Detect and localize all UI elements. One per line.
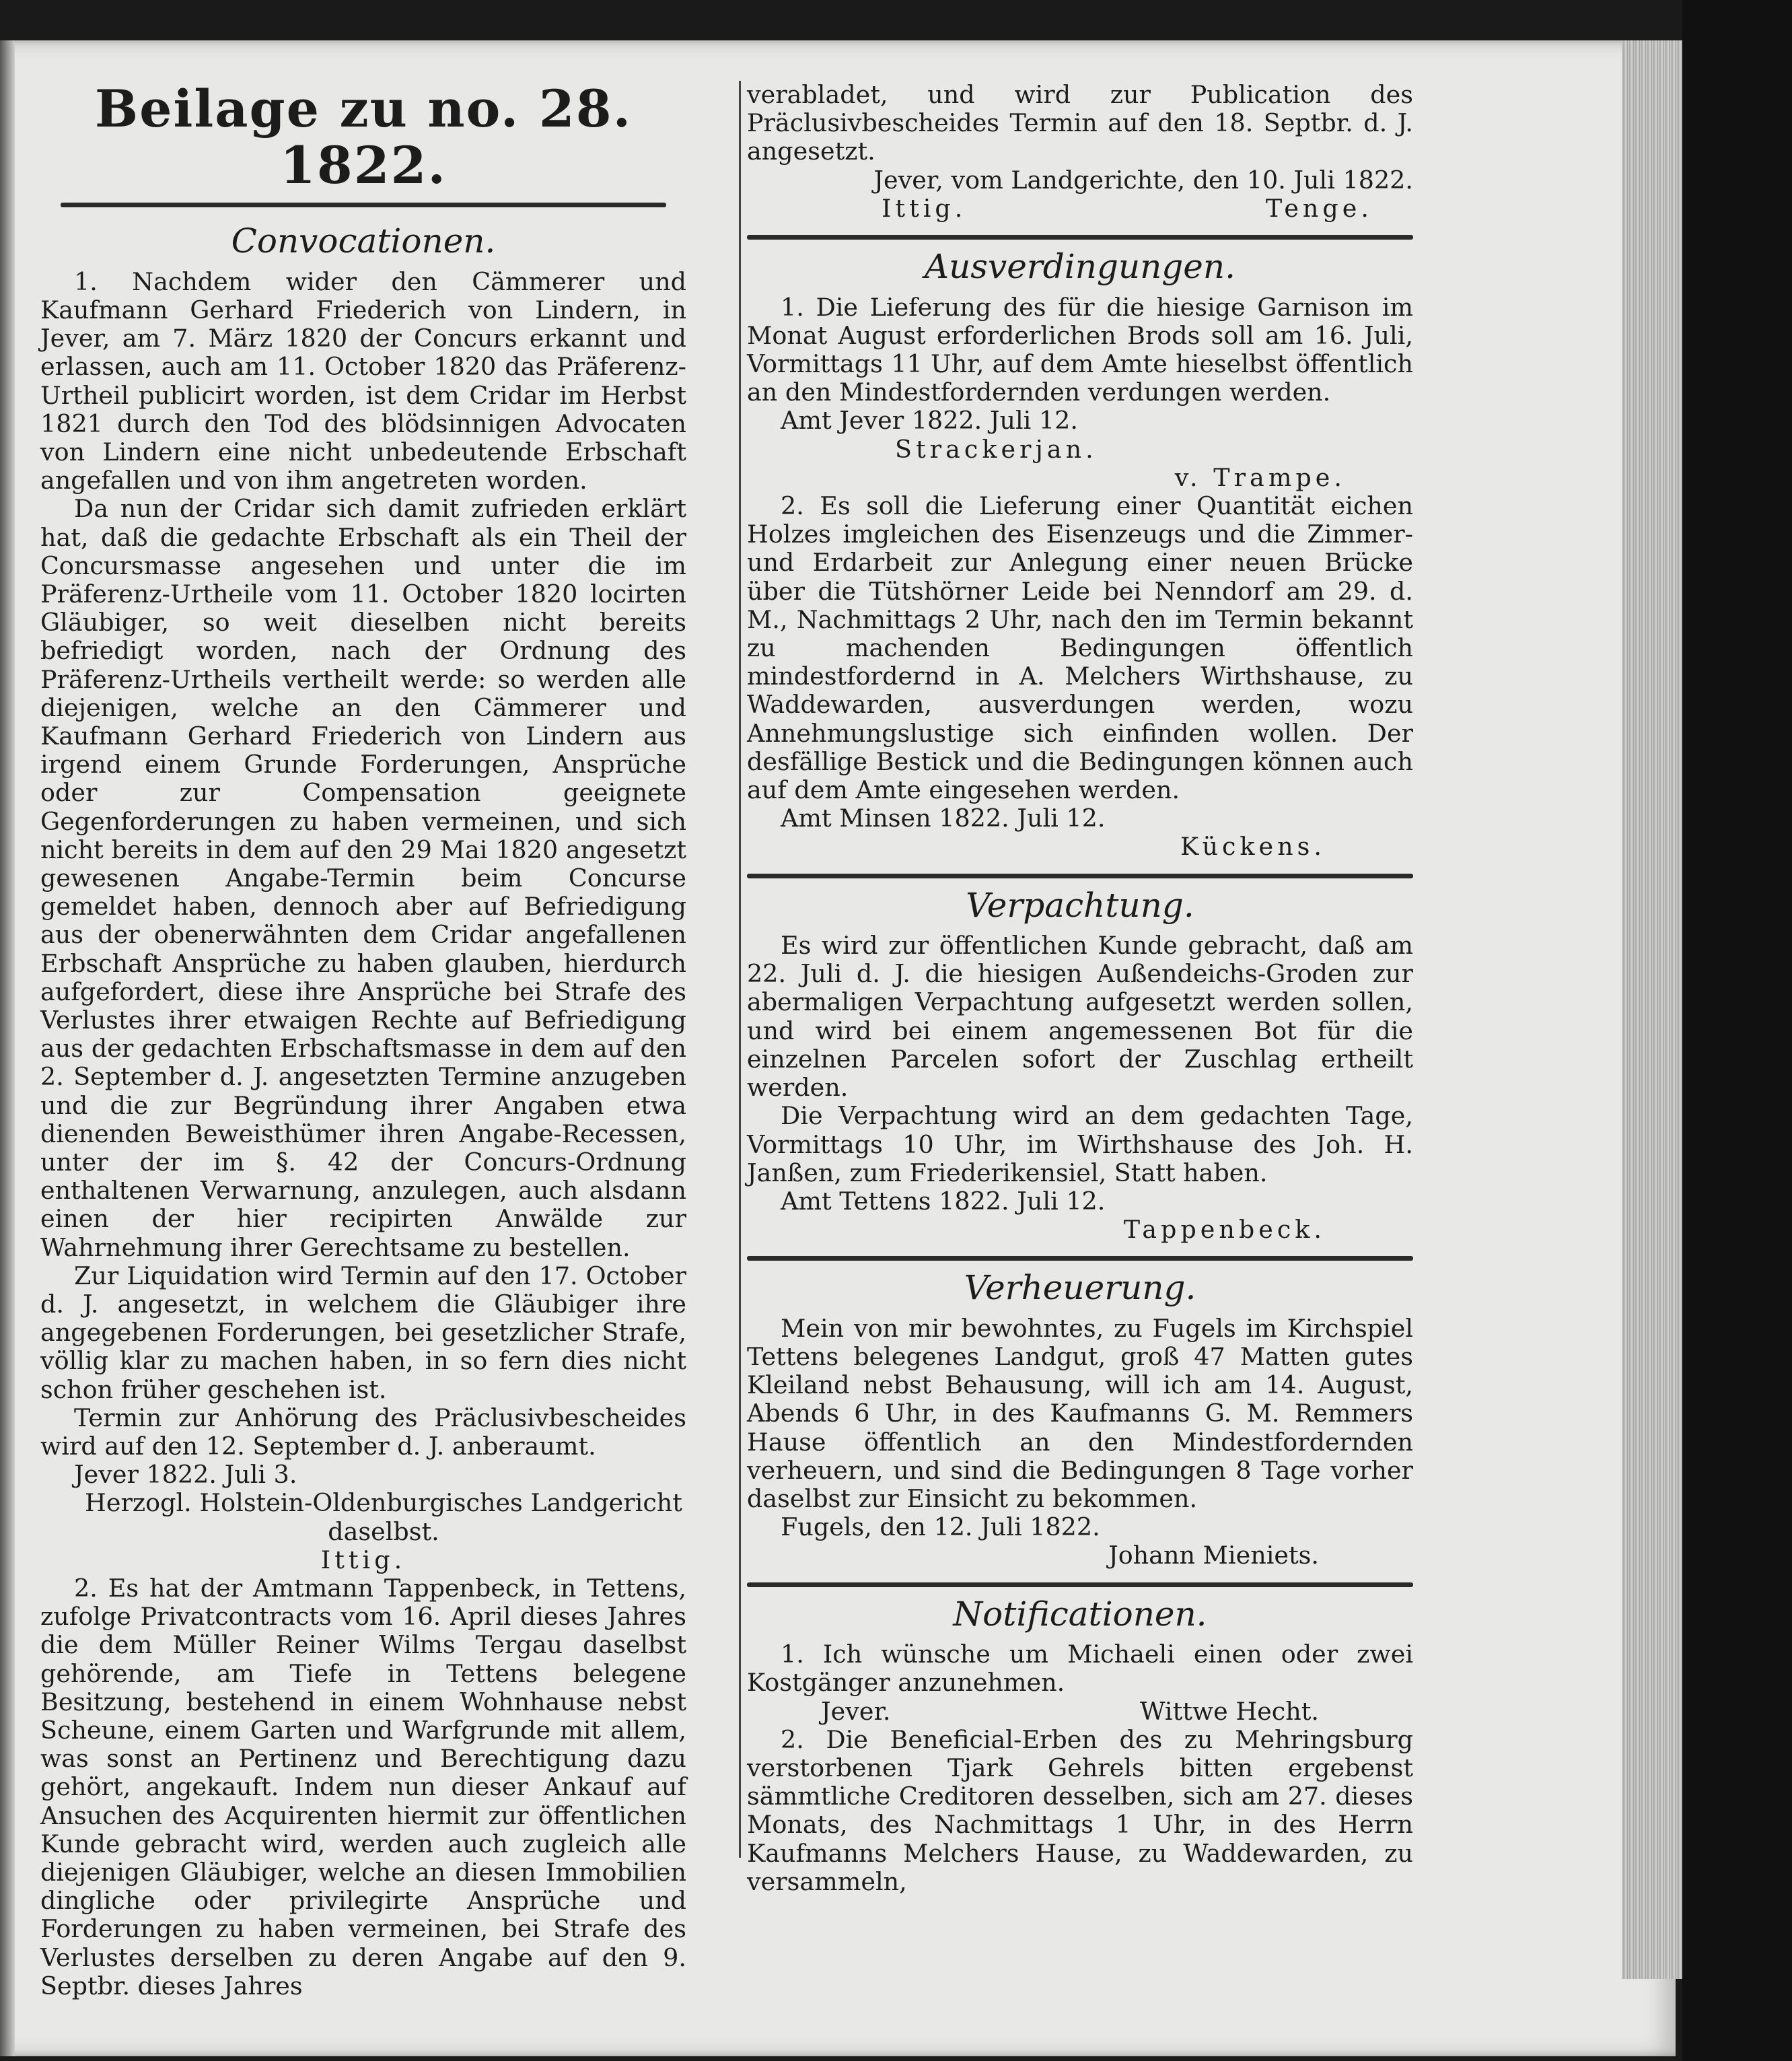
notification-1-paragraph: 1. Ich wünsche um Michaeli einen oder zwei Kostgänger anzunehmen. xyxy=(747,1640,1413,1698)
masthead-rule xyxy=(61,203,666,207)
verpachtung-signature: Tappenbeck. xyxy=(1123,1215,1326,1245)
convocation-1-date: Jever 1822. Juli 3. xyxy=(74,1460,297,1490)
ausverdingung-2-date: Amt Minsen 1822. Juli 12. xyxy=(781,804,1106,833)
right-column xyxy=(747,81,1413,1896)
section-rule xyxy=(747,874,1413,878)
convocation-1-signature-name: Ittig. xyxy=(320,1545,406,1574)
section-rule xyxy=(747,1582,1413,1587)
section-rule xyxy=(747,235,1413,240)
convocation-1-paragraph-1: 1. Nachdem wider den Cämmerer und Kaufmann Gerhard Friederich von Lindern, in Jever, am 7. März 1820 der Concurs erkannt und erlassen, auch am 11. October 1820 das Präferenz-Urtheil publicirt worden, ist dem Cridar im Herbst 1821 durch den Tod des blödsinnigen Advocaten von Lindern eine nicht unbedeutende Erbschaft angefallen und von ihm angetreten worden. xyxy=(40,267,686,495)
heading-verheuerung: Verheuerung. xyxy=(964,1268,1196,1308)
page-edges xyxy=(1622,40,1682,1979)
convocation-1-signature-court: Herzogl. Holstein-Oldenburgisches Landgericht daselbst. xyxy=(85,1488,682,1546)
ausverdingung-1-signature-2: v. Trampe. xyxy=(1174,462,1346,492)
ausverdingung-1-paragraph: 1. Die Lieferung des für die hiesige Garnison im Monat August erforderlichen Brods soll am 16. Juli, Vormittags 11 Uhr, auf dem Amte hieselbst öffentlich an den Mindestfordernden verdungen werden. xyxy=(747,292,1413,407)
convocation-1-paragraph-4: Termin zur Anhörung des Präclusivbescheides wird auf den 12. September d. J. anberaumt. xyxy=(40,1403,686,1461)
notification-1-place: Jever. xyxy=(821,1696,891,1726)
convocation-1-paragraph-2: Da nun der Cridar sich damit zufrieden erklärt hat, daß die gedachte Erbschaft als ein Theil der Concursmasse angesehen und unter die im Präferenz-Urtheile vom 11. October 1820 locirten Gläubiger, so weit dieselben nicht bereits befriedigt worden, nach der Ordnung des Präferenz-Urtheils vertheilt werde: so werden alle diejenigen, welche an den Cämmerer und Kaufmann Gerhard Friederich von Lindern aus irgend einem Grunde Forderungen, Ansprüche oder zur Compensation geeignete Gegenforderungen zu haben vermeinen, und sich nicht bereits in dem auf den 29 Mai 1820 angesetzt gewesenen Angabe-Termin beim Concurse gemeldet haben, dennoch aber auf Befriedigung aus der obenerwähnten dem Cridar angefallenen Erbschaft Ansprüche zu haben glauben, hierdurch aufgefordert, diese ihre Ansprüche bei Strafe des Verlustes ihrer etwaigen Rechte auf Befriedigung aus der gedachten Erbschaftsmasse in dem auf den 2. September d. J. angesetzten Termine anzugeben und die zur Begründung ihrer Angaben etwa dienenden Beweisthümer ihren Angabe-Recessen, unter der im §. 42 der Concurs-Ordnung enthaltenen Verwarnung, anzulegen, auch alsdann einen der hier recipirten Anwälde zur Wahrnehmung ihrer Gerechtsame zu bestellen. xyxy=(40,494,686,1262)
verpachtung-paragraph-1: Es wird zur öffentlichen Kunde gebracht, daß am 22. Juli d. J. die hiesigen Außendeichs-Groden zur abermaligen Verpachtung aufgesetzt werden sollen, und wird bei einem angemessenen Bot für die einzelnen Parcelen sofort der Zuschlag ertheilt werden. xyxy=(747,931,1413,1103)
ausverdingung-2-signature: Kückens. xyxy=(1180,832,1326,862)
ausverdingung-1-signature-1: Strackerjan. xyxy=(895,434,1098,464)
verpachtung-date: Amt Tettens 1822. Juli 12. xyxy=(781,1186,1106,1216)
verheuerung-signature: Johann Mieniets. xyxy=(1108,1541,1319,1570)
ausverdingung-1-date: Amt Jever 1822. Juli 12. xyxy=(781,406,1078,435)
heading-notificationen: Notificationen. xyxy=(953,1594,1207,1634)
column-divider xyxy=(739,81,741,1858)
continuation-paragraph: verabladet, und wird zur Publication des Präclusivbescheides Termin auf den 18. Septbr. d. J. angesetzt. xyxy=(747,80,1413,166)
masthead: Beilage zu no. 28. 1822. xyxy=(94,79,633,195)
verpachtung-paragraph-2: Die Verpachtung wird an dem gedachten Tage, Vormittags 10 Uhr, im Wirthshause des Joh. H. Janßen, zum Friederikensiel, Statt haben. xyxy=(747,1101,1413,1187)
notification-1-signatures xyxy=(747,1698,1413,1726)
ausverdingung-2-paragraph: 2. Es soll die Lieferung einer Quantität eichen Holzes imgleichen des Eisenzeugs und die Zimmer- und Erdarbeit zur Anlegung einer neuen Brücke über die Tütshörner Leide bei Nenndorf am 29. d. M., Nachmittags 2 Uhr, nach den im Termin bekannt zu machenden Bedingungen öffentlich mindestfordernd in A. Melchers Wirthshause, zu Waddewarden, ausverdungen werden, wozu Annehmungslustige sich einfinden wollen. Der desfällige Bestick und die Bedingungen können auch auf dem Amte eingesehen werden. xyxy=(747,491,1413,804)
verheuerung-date: Fugels, den 12. Juli 1822. xyxy=(781,1512,1100,1542)
verheuerung-paragraph: Mein von mir bewohntes, zu Fugels im Kirchspiel Tettens belegenes Landgut, groß 47 Matten gutes Kleiland nebst Behausung, will ich am 14. August, Abends 6 Uhr, in des Kaufmanns G. M. Remmers Hause öffentlich an den Mindestfordernden verheuern, und sind die Bedingungen 8 Tage vorher daselbst zur Einsicht zu bekommen. xyxy=(747,1313,1413,1514)
binding-shadow xyxy=(0,40,15,2056)
notification-1-signature: Wittwe Hecht. xyxy=(1140,1696,1319,1726)
section-rule xyxy=(747,1256,1413,1261)
convocation-1-paragraph-3: Zur Liquidation wird Termin auf den 17. October d. J. angesetzt, in welchem die Gläubiger ihre angegebenen Forderungen, bei gesetzlicher Strafe, völlig klar zu machen haben, in so fern dies nicht schon früher geschehen ist. xyxy=(40,1261,686,1404)
continuation-signatures xyxy=(747,195,1413,223)
convocation-2-paragraph: 2. Es hat der Amtmann Tappenbeck, in Tettens, zufolge Privatcontracts vom 16. April dieses Jahres die dem Müller Reiner Wilms Tergau daselbst gehörende, am Tiefe in Tettens belegene Besitzung, bestehend in einem Wohnhause nebst Scheune, einem Garten und Warfgrunde mit allem, was sonst an Pertinenz und Berechtigung dazu gehört, angekauft. Indem nun dieser Ankauf auf Ansuchen des Acquirenten hiermit zur öffentlichen Kunde gebracht wird, werden auch zugleich alle diejenigen Gläubiger, welche an diesen Immobilien dingliche oder privilegirte Ansprüche und Forderungen zu haben vermeinen, bei Strafe des Verlustes derselben zu deren Angabe auf den 9. Septbr. dieses Jahres xyxy=(40,1574,686,2000)
heading-verpachtung: Verpachtung. xyxy=(966,885,1194,925)
background-dark xyxy=(1682,0,1792,2061)
heading-convocationen: Convocationen. xyxy=(231,221,496,261)
signature-tenge: Tenge. xyxy=(1265,193,1373,223)
notification-2-paragraph: 2. Die Beneficial-Erben des zu Mehringsburg verstorbenen Tjark Gehrels bitten ergebenst sämmtliche Creditoren desselben, sich am 27. dieses Monats, des Nachmittags 1 Uhr, in des Herrn Kaufmanns Melchers Hause, zu Waddewarden, zu versammeln, xyxy=(747,1724,1413,1896)
signature-ittig: Ittig. xyxy=(882,193,967,223)
continuation-date: Jever, vom Landgerichte, den 10. Juli 1822. xyxy=(873,165,1413,195)
left-column xyxy=(40,81,686,2000)
heading-ausverdingungen: Ausverdingungen. xyxy=(924,247,1235,287)
